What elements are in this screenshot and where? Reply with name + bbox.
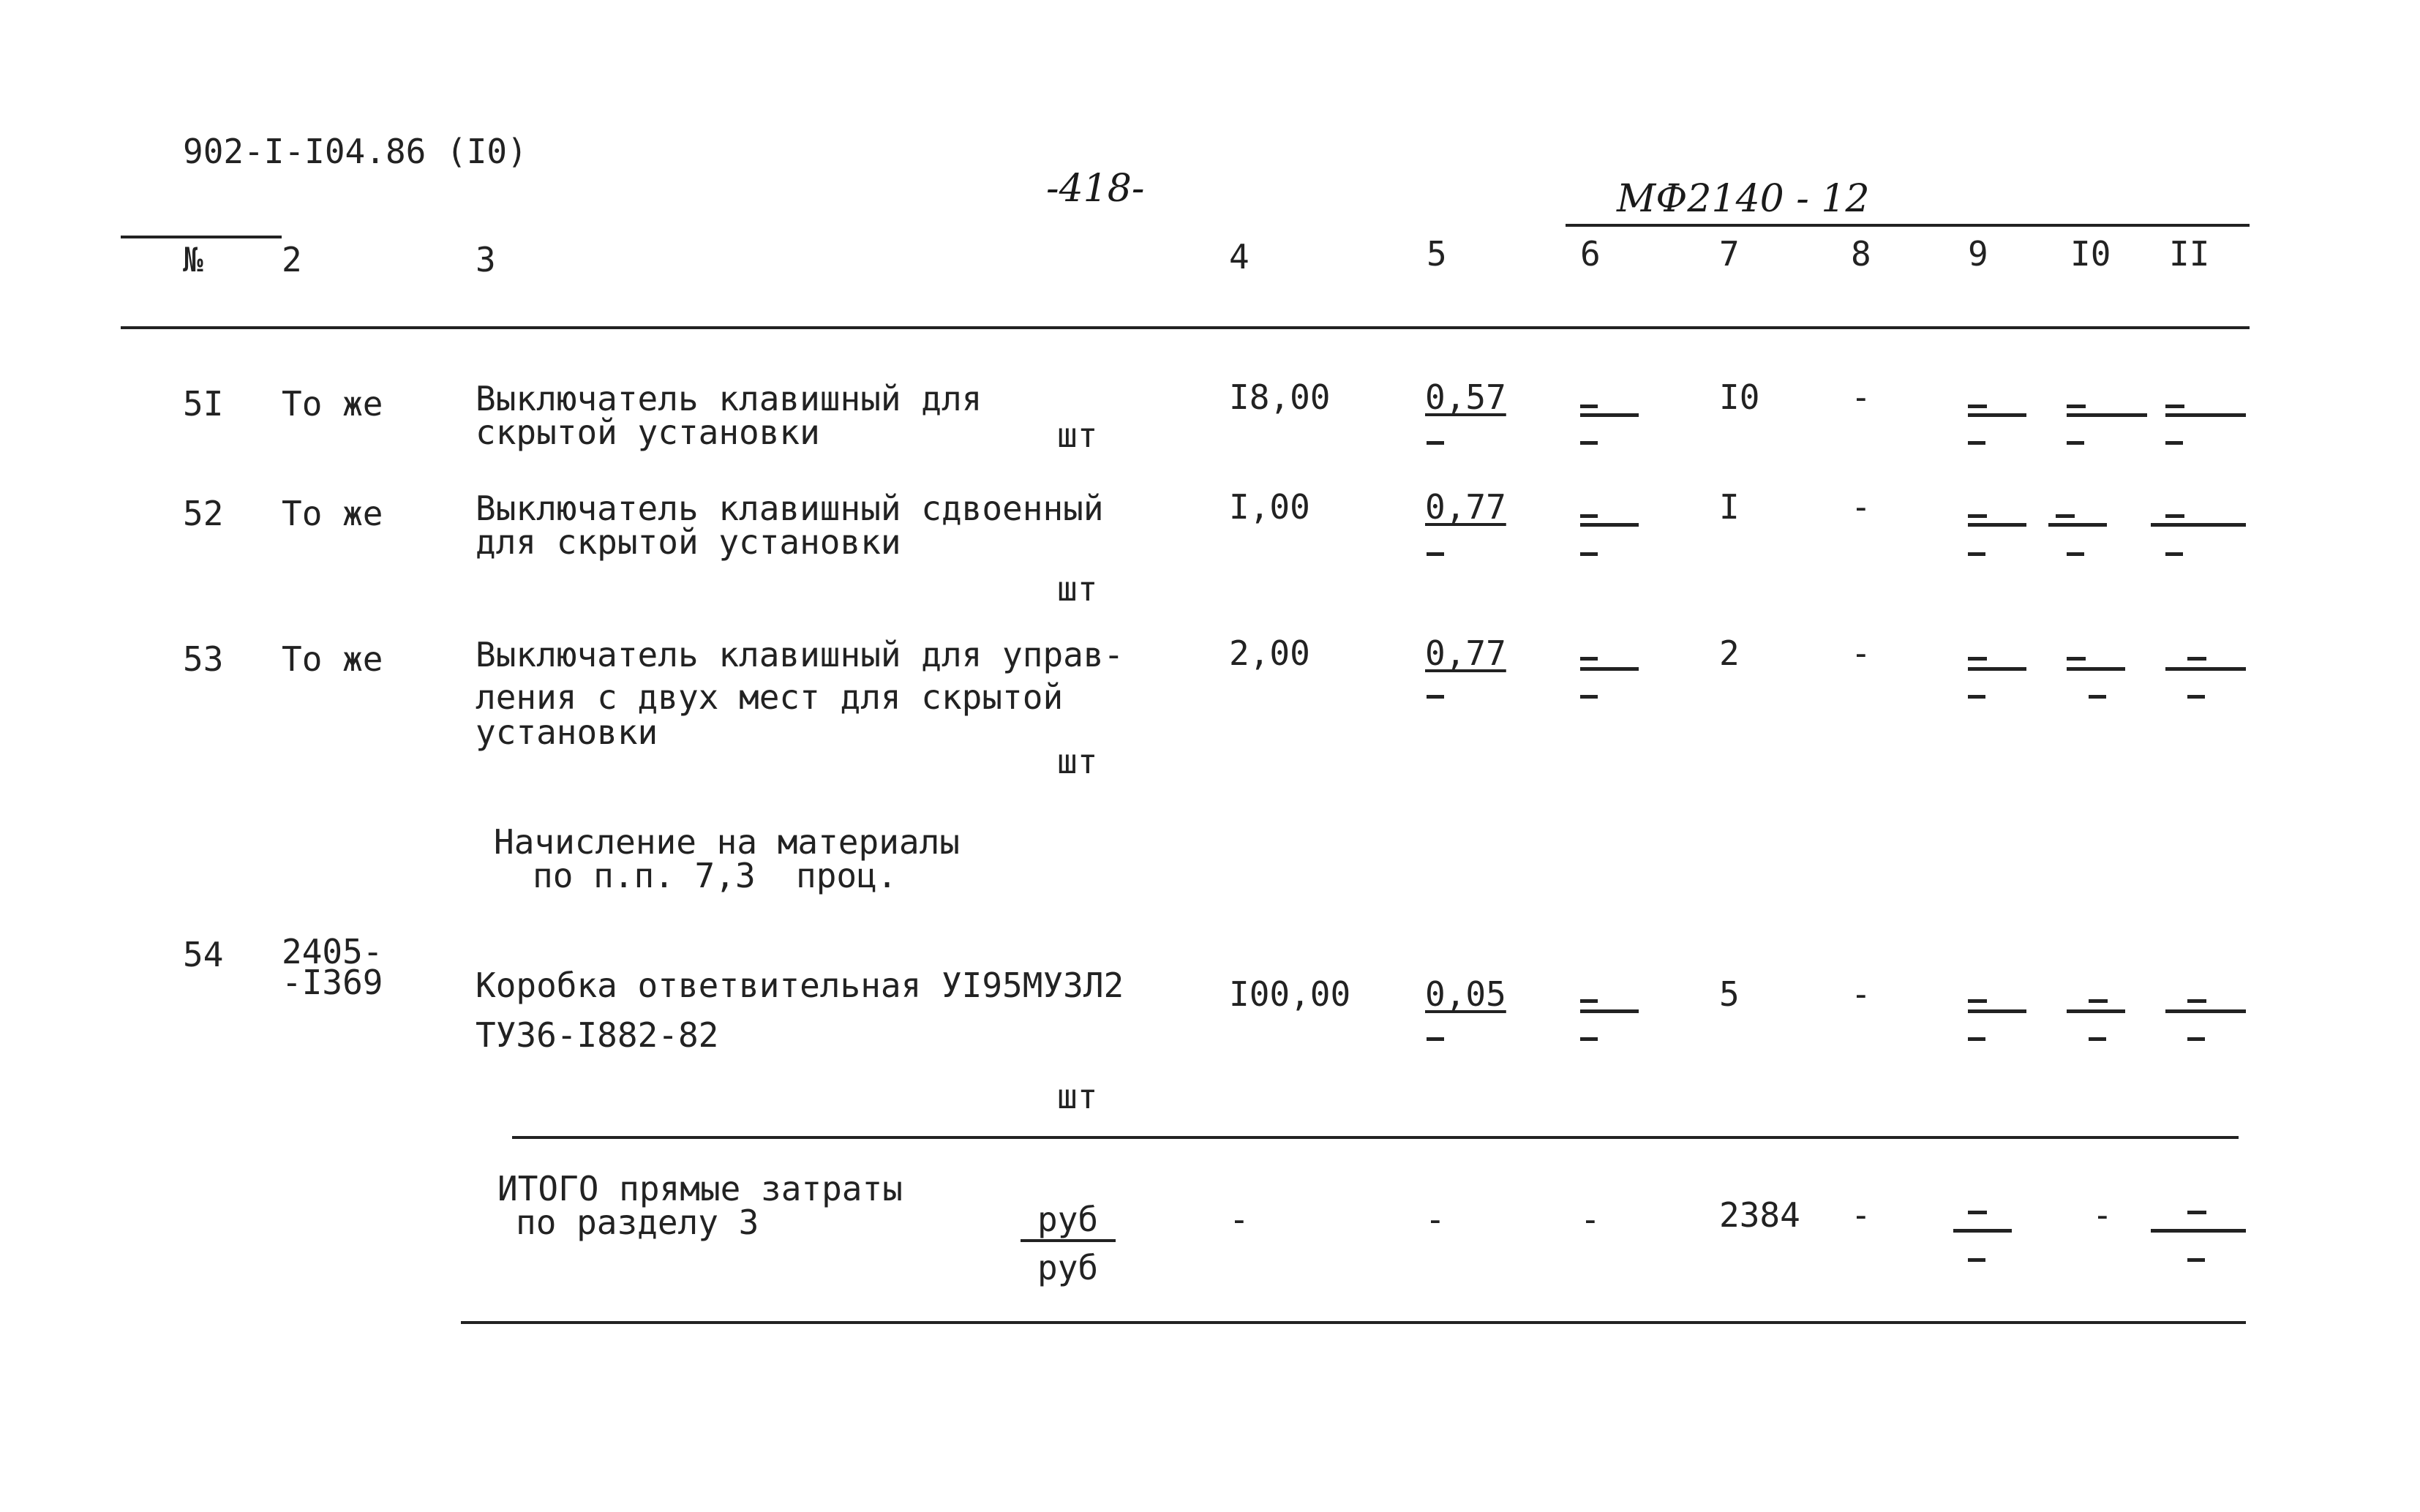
empty-mark	[1968, 1211, 1987, 1214]
empty-mark	[2067, 552, 2084, 556]
empty-mark	[1968, 657, 1987, 661]
column-header-9: 9	[1968, 234, 1988, 274]
header-rule-left	[121, 236, 282, 238]
summary-col10: -	[2092, 1195, 2113, 1235]
empty-mark	[1580, 552, 1598, 556]
row-description-line: Выключатель клавишный для управ-	[476, 635, 1124, 674]
empty-mark	[1580, 514, 1598, 518]
row-reference: То же	[282, 384, 383, 424]
row-unit: шт	[1057, 415, 1098, 455]
row-quantity: I00,00	[1229, 974, 1351, 1014]
row-unit: шт	[1057, 742, 1098, 781]
row-number: 53	[183, 639, 224, 679]
empty-mark	[2151, 1229, 2246, 1233]
handwritten-reference: МФ2140 - 12	[1617, 177, 1870, 221]
empty-mark	[2165, 552, 2183, 556]
row-description-line: ления с двух мест для скрытой	[476, 677, 1064, 717]
column-header-2: 2	[282, 240, 302, 279]
empty-mark	[2067, 657, 2086, 661]
empty-mark	[1953, 1229, 2012, 1233]
empty-mark	[2165, 667, 2246, 671]
empty-mark	[1968, 695, 1985, 699]
empty-mark	[1580, 999, 1598, 1003]
empty-mark	[2067, 405, 2086, 408]
empty-mark	[1968, 413, 2026, 417]
empty-mark	[2067, 441, 2084, 445]
row-description-line: для скрытой установки	[476, 522, 901, 562]
row-quantity: I8,00	[1229, 377, 1331, 417]
row-total: I0	[1719, 377, 1760, 417]
summary-unit: руб	[1037, 1200, 1099, 1239]
empty-mark	[1968, 552, 1985, 556]
empty-mark	[2067, 667, 2125, 671]
row-description-line: Выключатель клавишный сдвоенный	[476, 489, 1104, 528]
column-header-10: I0	[2070, 234, 2111, 274]
summary-col6: -	[1580, 1200, 1601, 1239]
column-header-8: 8	[1851, 234, 1871, 274]
summary-col4: -	[1229, 1200, 1250, 1239]
column-header-1: №	[183, 240, 203, 279]
summary-col5: -	[1425, 1200, 1446, 1239]
column-header-11: II	[2169, 234, 2210, 274]
empty-mark	[2089, 695, 2106, 699]
row-unit: шт	[1057, 569, 1098, 609]
empty-mark	[1580, 413, 1639, 417]
empty-mark	[1427, 552, 1444, 556]
row-reference: То же	[282, 494, 383, 533]
empty-mark	[2165, 405, 2184, 408]
empty-mark	[1968, 1009, 2026, 1013]
summary-total: 2384	[1719, 1195, 1800, 1235]
row-unit: шт	[1057, 1077, 1098, 1116]
row-quantity: 2,00	[1229, 633, 1310, 673]
empty-mark	[1968, 667, 2026, 671]
summary-label-line: ИТОГО прямые затраты	[497, 1169, 903, 1208]
summary-unit-rule	[1021, 1239, 1116, 1242]
row-col8: -	[1851, 974, 1871, 1014]
empty-mark	[2187, 1037, 2205, 1041]
empty-mark	[2165, 413, 2246, 417]
empty-mark	[1580, 657, 1598, 661]
row-number: 52	[183, 494, 224, 533]
page-number: -418-	[1046, 167, 1145, 211]
empty-mark	[1427, 1037, 1444, 1041]
empty-mark	[2067, 413, 2147, 417]
empty-mark	[2187, 657, 2206, 661]
empty-mark	[2048, 523, 2107, 527]
empty-mark	[1580, 1037, 1598, 1041]
row-reference: То же	[282, 639, 383, 679]
row-total: 5	[1719, 974, 1740, 1014]
summary-bottom-rule	[461, 1321, 2246, 1324]
empty-mark	[1427, 441, 1444, 445]
summary-col8: -	[1851, 1195, 1871, 1235]
empty-mark	[1580, 405, 1598, 408]
row-number: 54	[183, 935, 224, 974]
empty-mark	[1968, 441, 1985, 445]
row-number: 5I	[183, 384, 224, 424]
empty-mark	[1968, 1037, 1985, 1041]
row-unit-price: 0,77	[1425, 633, 1506, 673]
row-description-line: Коробка ответвительная УI95МУЗЛ2	[476, 966, 1124, 1005]
row-reference-line: -I369	[282, 963, 383, 1002]
empty-mark	[2067, 1009, 2125, 1013]
summary-label-line: по разделу 3	[516, 1203, 759, 1242]
empty-mark	[2056, 514, 2075, 518]
document-code: 902-I-I04.86 (I0)	[183, 132, 527, 171]
note-line: Начисление на материалы	[494, 822, 960, 862]
empty-mark	[2187, 1258, 2205, 1262]
row-col8: -	[1851, 633, 1871, 673]
empty-mark	[1968, 523, 2026, 527]
empty-mark	[2165, 441, 2183, 445]
empty-mark	[2089, 999, 2108, 1003]
column-header-3: 3	[476, 240, 496, 279]
empty-mark	[2089, 1037, 2106, 1041]
row-unit-price: 0,05	[1425, 974, 1506, 1014]
summary-unit: руб	[1037, 1248, 1099, 1287]
note-line: по п.п. 7,3 проц.	[533, 856, 898, 895]
summary-top-rule	[512, 1136, 2239, 1139]
row-quantity: I,00	[1229, 487, 1310, 527]
row-col8: -	[1851, 377, 1871, 417]
empty-mark	[1968, 999, 1987, 1003]
empty-mark	[1580, 441, 1598, 445]
row-unit-price: 0,57	[1425, 377, 1506, 417]
empty-mark	[2187, 695, 2205, 699]
row-description-line: ТУ36-I882-82	[476, 1015, 719, 1055]
row-description-line: Выключатель клавишный для	[476, 379, 982, 418]
empty-mark	[1427, 695, 1444, 699]
row-total: 2	[1719, 633, 1740, 673]
row-reference-line: 2405-	[282, 932, 383, 971]
row-unit-price: 0,77	[1425, 487, 1506, 527]
empty-mark	[1580, 695, 1598, 699]
empty-mark	[1968, 1258, 1985, 1262]
column-header-7: 7	[1719, 234, 1740, 274]
empty-mark	[2151, 523, 2246, 527]
column-header-4: 4	[1229, 237, 1250, 277]
row-description-line: установки	[476, 712, 658, 752]
header-rule-right	[1566, 224, 2250, 227]
empty-mark	[1580, 667, 1639, 671]
empty-mark	[2187, 999, 2206, 1003]
empty-mark	[1968, 405, 1987, 408]
column-header-6: 6	[1580, 234, 1601, 274]
row-description-line: скрытой установки	[476, 413, 820, 452]
empty-mark	[1580, 1009, 1639, 1013]
empty-mark	[1580, 523, 1639, 527]
empty-mark	[2165, 1009, 2246, 1013]
row-total: I	[1719, 487, 1740, 527]
empty-mark	[1968, 514, 1987, 518]
row-col8: -	[1851, 487, 1871, 527]
empty-mark	[2187, 1211, 2206, 1214]
column-header-rule	[121, 326, 2250, 329]
column-header-5: 5	[1427, 234, 1447, 274]
empty-mark	[2165, 514, 2184, 518]
